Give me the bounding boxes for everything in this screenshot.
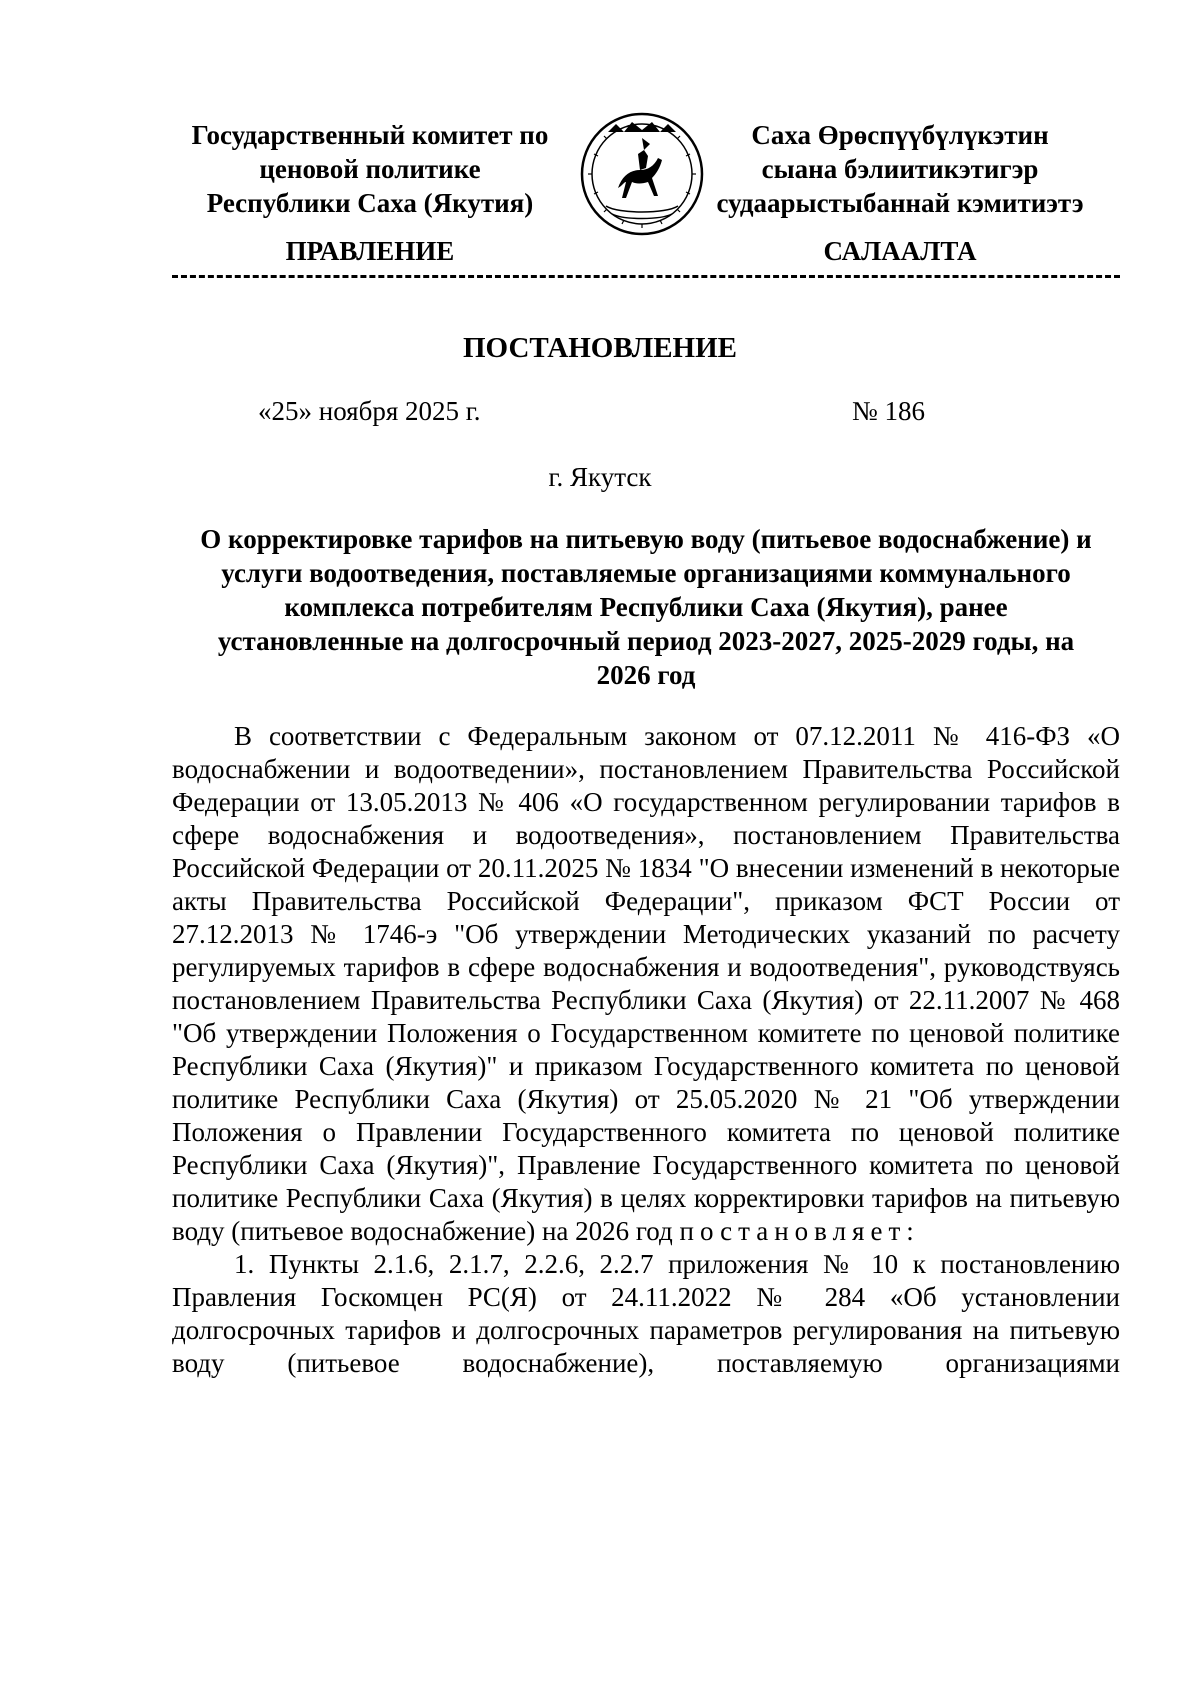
board-label-sah: САЛААЛТА — [823, 236, 977, 266]
document-body — [172, 720, 1120, 1380]
title-line: О корректировке тарифов на питьевую воду (питьевое водоснабжение) и — [200, 524, 1092, 554]
document-type: ПОСТАНОВЛЕНИЕ — [462, 332, 737, 364]
board-label-ru: ПРАВЛЕНИЕ — [285, 236, 455, 266]
header-left-line: ценовой политике — [259, 154, 481, 184]
document-number: № 186 — [852, 396, 926, 426]
header-left-line: Государственный комитет по — [191, 120, 549, 150]
header-right-line: Саха Өрөспүүбүлүкэтин — [751, 120, 1049, 150]
title-line: 2026 год — [596, 660, 696, 690]
preamble-paragraph — [172, 720, 1120, 1248]
title-line: комплекса потребителям Республики Саха (Якутия), ранее — [284, 592, 1008, 622]
preamble-text: В соответствии с Федеральным законом от 07.12.2011 № 416-ФЗ «О водоснабжении и водоотведении», постановлением Правительства Российской Федерации от 13.05.2013 № 406 «О государственном регулировании тарифов в сфере водоснабжения и водоотведения», постановлением Правительства Российской Федерации от 20.11.2025 № 1834 "О внесении изменений в некоторые акты Правительства Российской Федерации", приказом ФСТ России от 27.12.2013 № 1746-э "Об утверждении Методических указаний по расчету регулируемых тарифов в сфере водоснабжения и водоотведения", руководствуясь постановлением Правительства Республики Саха (Якутия) от 22.11.2007 № 468 "Об утверждении Положения о Государственном комитете по ценовой политике Республики Саха (Якутия)" и приказом Государственного комитета по ценовой политике Республики Саха (Якутия) от 25.05.2020 № 21 "Об утверждении Положения о Правлении Государственного комитета по ценовой политике Республики Саха (Якутия)", Правление Государственного комитета по ценовой политике Республики Саха (Якутия) в целях корректировки тарифов на питьевую воду (питьевое водоснабжение) на 2026 год — [172, 721, 1120, 1246]
clause-paragraph: 1. Пункты 2.1.6, 2.1.7, 2.2.6, 2.2.7 приложения № 10 к постановлению Правления Госкомцен РС(Я) от 24.11.2022 № 284 «Об установлении долгосрочных тарифов и долгосрочных параметров регулирования на питьевую воду (питьевое водоснабжение), поставляемую организациями — [172, 1249, 1120, 1378]
document-title — [172, 522, 1120, 692]
header-right-authority — [710, 118, 1090, 220]
title-line: услуги водоотведения, поставляемые организациями коммунального — [221, 558, 1071, 588]
header-right-line: сыана бэлиитикэтигэр — [761, 154, 1039, 184]
coat-of-arms-icon — [578, 110, 706, 238]
header-divider — [172, 275, 1120, 278]
resolves-word: постановляет: — [679, 1216, 920, 1246]
header-right-line: судаарыстыбаннай кэмитиэтэ — [716, 188, 1084, 218]
title-line: установленные на долгосрочный период 2023-2027, 2025-2029 годы, на — [217, 626, 1075, 656]
document-city: г. Якутск — [548, 462, 652, 492]
document-date: «25» ноября 2025 г. — [258, 396, 481, 426]
header-left-authority — [180, 118, 560, 220]
header-left-line: Республики Саха (Якутия) — [206, 188, 534, 218]
